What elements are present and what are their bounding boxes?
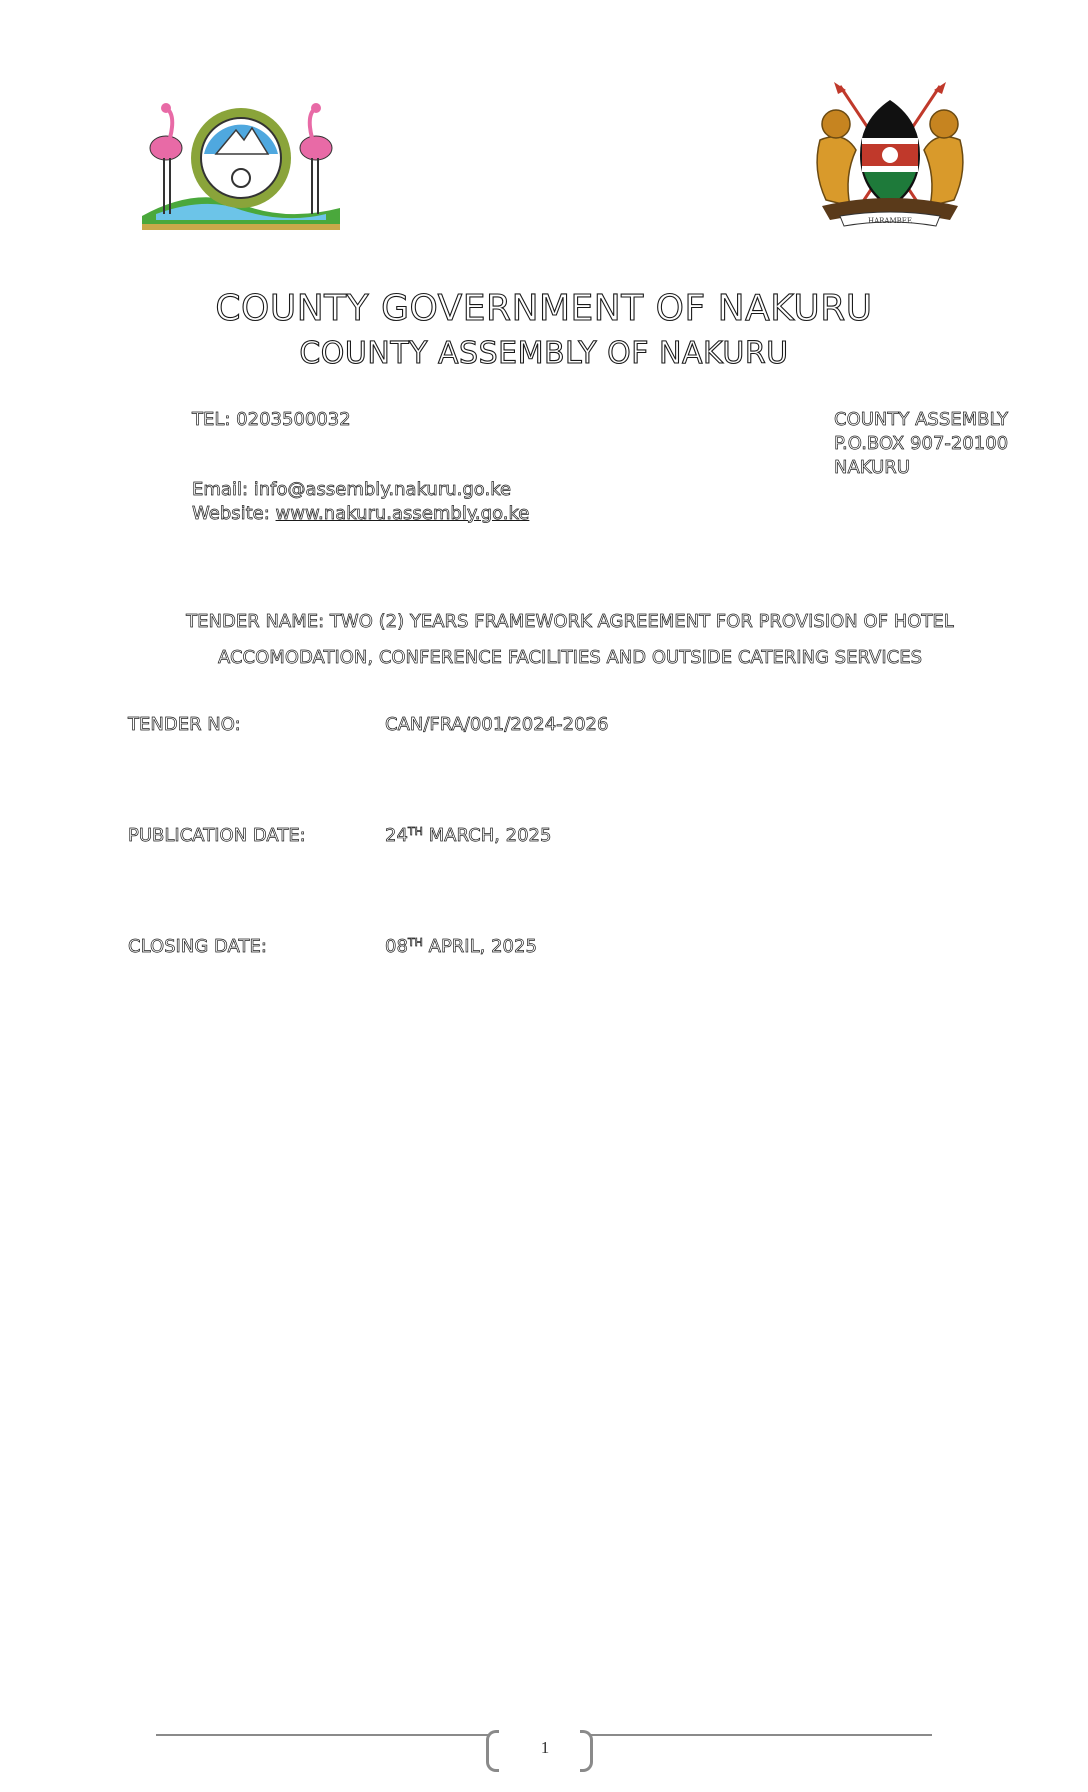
closing-month-year: APRIL, 2025 — [422, 936, 537, 957]
tender-name — [150, 604, 990, 676]
footer-rule-left — [156, 1734, 490, 1736]
nakuru-county-logo — [136, 96, 346, 236]
address-line: NAKURU — [834, 457, 910, 478]
footer-rule-right — [590, 1734, 932, 1736]
closing-day: 08 — [385, 936, 408, 957]
closing-ordinal: TH — [407, 936, 423, 949]
page-subtitle: COUNTY ASSEMBLY OF NAKURU — [299, 336, 789, 371]
page-title: COUNTY GOVERNMENT OF NAKURU — [215, 288, 873, 329]
page-number: 1 — [540, 1738, 550, 1757]
publication-day: 24 — [385, 825, 408, 846]
tender-name-line: ACCOMODATION, CONFERENCE FACILITIES AND OUTSIDE CATERING SERVICES — [217, 647, 922, 668]
motto-text: HARAMBEE — [867, 217, 913, 225]
website-link[interactable]: www.nakuru.assembly.go.ke — [275, 503, 530, 524]
tender-no-value: CAN/FRA/001/2024-2026 — [385, 714, 609, 735]
telephone: TEL: 0203500032 — [192, 409, 351, 430]
publication-date-label: PUBLICATION DATE: — [128, 825, 306, 846]
postal-address — [834, 408, 1008, 480]
closing-date-value — [385, 936, 537, 957]
address-line: P.O.BOX 907-20100 — [834, 433, 1009, 454]
closing-date-label: CLOSING DATE: — [128, 936, 267, 957]
tender-name-line: TENDER NAME: TWO (2) YEARS FRAMEWORK AGREEMENT FOR PROVISION OF HOTEL — [186, 611, 954, 632]
footer-bracket-left — [486, 1730, 499, 1772]
publication-month-year: MARCH, 2025 — [422, 825, 552, 846]
kenya-coat-of-arms — [800, 80, 980, 232]
publication-ordinal: TH — [407, 825, 423, 838]
tender-no-label: TENDER NO: — [128, 714, 241, 735]
website — [192, 502, 529, 526]
address-line: COUNTY ASSEMBLY — [834, 409, 1009, 430]
footer-bracket-right — [580, 1730, 593, 1772]
website-label: Website: — [192, 503, 276, 524]
email: Email: info@assembly.nakuru.go.ke — [192, 479, 512, 500]
publication-date-value — [385, 825, 551, 846]
